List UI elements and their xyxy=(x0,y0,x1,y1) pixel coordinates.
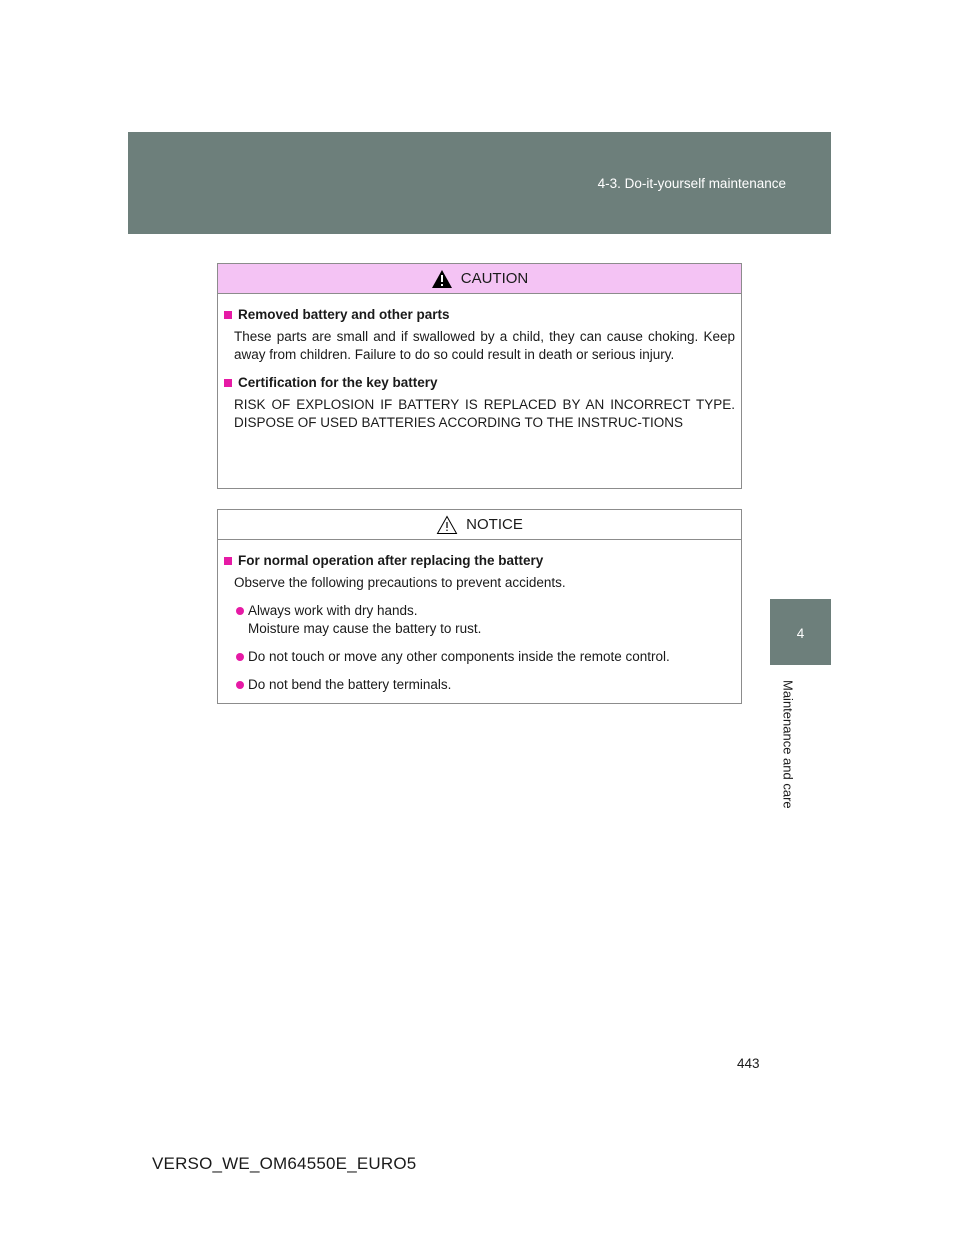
notice-intro: Observe the following precautions to prevent accidents. xyxy=(234,575,566,590)
notice-heading-text: For normal operation after replacing the battery xyxy=(238,553,544,568)
square-bullet-icon xyxy=(224,557,232,565)
footer-code: VERSO_WE_OM64550E_EURO5 xyxy=(152,1154,417,1173)
notice-bullet-line: Do not bend the battery terminals. xyxy=(248,677,452,692)
caution-item-text: RISK OF EXPLOSION IF BATTERY IS REPLACED BY AN INCORRECT TYPE. DISPOSE OF USED BATTERIES ACCORDING TO THE INSTRUC-TIONS xyxy=(234,397,735,430)
notice-bullet-line: Always work with dry hands. xyxy=(248,603,418,618)
caution-item-heading-text: Certification for the key battery xyxy=(238,375,438,390)
header-band xyxy=(128,132,831,234)
page-number: 443 xyxy=(737,1056,760,1071)
caution-header xyxy=(218,264,741,294)
caution-title: CAUTION xyxy=(460,270,529,287)
square-bullet-icon xyxy=(224,379,232,387)
chapter-number: 4 xyxy=(796,626,805,641)
caution-item-heading xyxy=(224,306,735,324)
notice-box xyxy=(217,509,742,704)
section-title: 4-3. Do-it-yourself maintenance xyxy=(597,176,786,191)
notice-bullet-line: Do not touch or move any other components inside the remote control. xyxy=(248,649,670,664)
chapter-label xyxy=(770,672,806,816)
caution-item-heading xyxy=(224,374,735,392)
chapter-label-text: Maintenance and care xyxy=(780,679,796,809)
caution-item-heading-text: Removed battery and other parts xyxy=(238,307,450,322)
round-bullet-icon xyxy=(236,681,244,689)
warning-triangle-outline-icon xyxy=(436,515,458,535)
warning-triangle-filled-icon xyxy=(431,269,453,289)
notice-bullet xyxy=(236,648,735,666)
notice-bullet xyxy=(236,676,735,694)
notice-bullet-line: Moisture may cause the battery to rust. xyxy=(248,621,482,636)
notice-heading xyxy=(224,552,735,570)
notice-bullet xyxy=(236,602,735,638)
notice-header xyxy=(218,510,741,540)
caution-box xyxy=(217,263,742,489)
notice-title: NOTICE xyxy=(466,516,523,533)
round-bullet-icon xyxy=(236,607,244,615)
chapter-tab xyxy=(770,599,831,665)
round-bullet-icon xyxy=(236,653,244,661)
caution-item-text: These parts are small and if swallowed by a child, they can cause choking. Keep away from children. Failure to do so could result in death or serious injury. xyxy=(234,329,735,362)
square-bullet-icon xyxy=(224,311,232,319)
